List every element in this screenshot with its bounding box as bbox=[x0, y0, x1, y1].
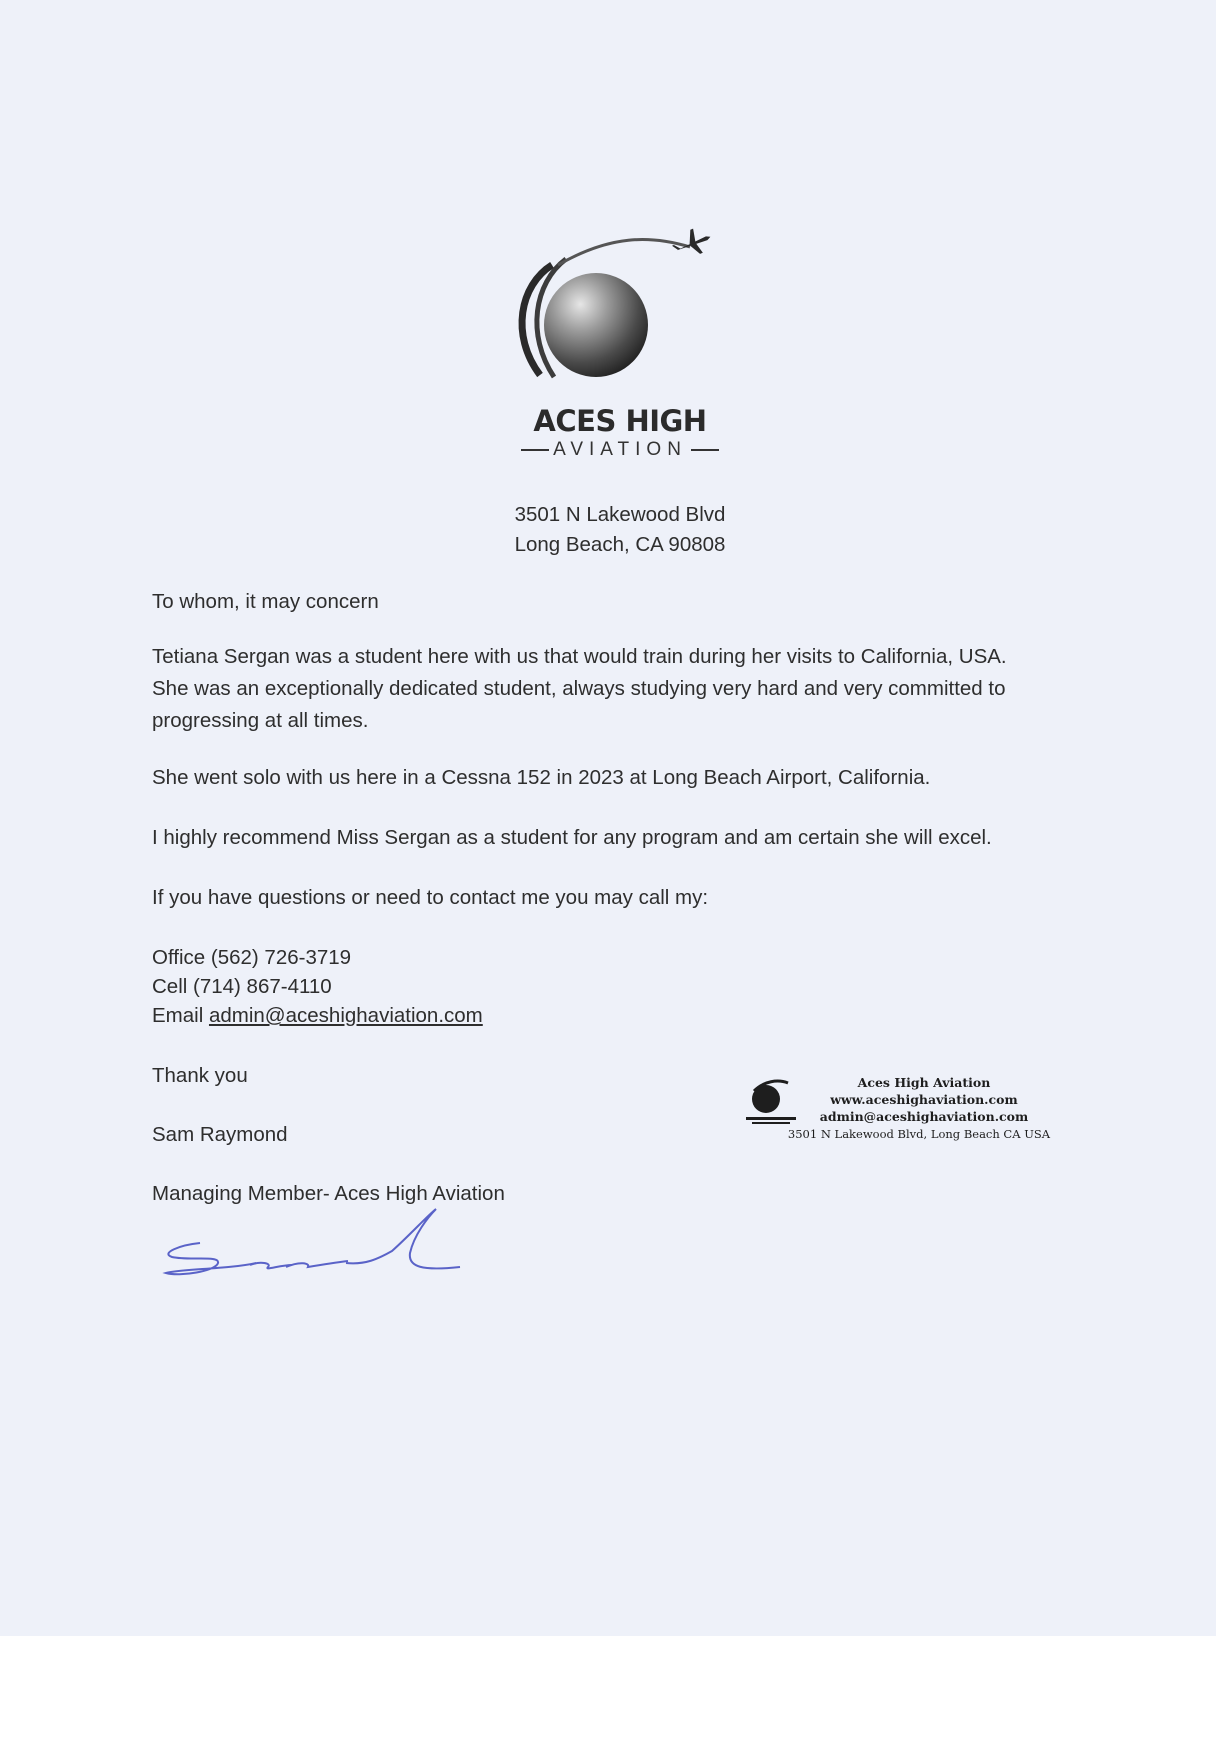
company-stamp bbox=[744, 1075, 1074, 1145]
email-link[interactable]: admin@aceshighaviation.com bbox=[208, 1004, 483, 1027]
handwritten-signature bbox=[160, 1205, 500, 1295]
paragraph-1 bbox=[152, 641, 1092, 737]
letterhead-address bbox=[470, 500, 770, 560]
cell-phone: Cell (714) 867-4110 bbox=[152, 975, 332, 998]
brand-sub-text: AVIATION bbox=[553, 439, 687, 460]
stamp-address: 3501 N Lakewood Blvd, Long Beach CA USA bbox=[787, 1127, 1051, 1141]
paragraph-1-line-3: progressing at all times. bbox=[152, 709, 369, 732]
stamp-website: www.aceshighaviation.com bbox=[830, 1092, 1018, 1107]
stamp-company-name: Aces High Aviation bbox=[857, 1075, 991, 1090]
divider bbox=[521, 449, 549, 451]
paragraph-3: I highly recommend Miss Sergan as a student for any program and am certain she will excel. bbox=[152, 826, 992, 849]
signer-title: Managing Member- Aces High Aviation bbox=[152, 1182, 505, 1205]
paragraph-4: If you have questions or need to contact me you may call my: bbox=[152, 886, 709, 909]
signer-name: Sam Raymond bbox=[152, 1123, 288, 1146]
email-label: Email bbox=[152, 1004, 204, 1027]
address-line-1: 3501 N Lakewood Blvd bbox=[514, 503, 726, 526]
office-phone: Office (562) 726-3719 bbox=[152, 946, 352, 969]
paragraph-1-line-2: She was an exceptionally dedicated student, always studying very hard and very committed to bbox=[152, 677, 1006, 700]
paragraph-2: She went solo with us here in a Cessna 152 in 2023 at Long Beach Airport, California. bbox=[152, 766, 931, 789]
divider bbox=[691, 449, 719, 451]
brand-name: ACES HIGH bbox=[533, 404, 707, 438]
salutation: To whom, it may concern bbox=[152, 590, 379, 613]
email-line bbox=[152, 1001, 1092, 1030]
address-line-2: Long Beach, CA 90808 bbox=[514, 533, 726, 556]
contact-block bbox=[152, 943, 1092, 1030]
stamp-email: admin@aceshighaviation.com bbox=[819, 1109, 1029, 1124]
brand-subtitle bbox=[470, 439, 770, 461]
paragraph-1-line-1: Tetiana Sergan was a student here with us that would train during her visits to California, USA. bbox=[152, 645, 1007, 668]
closing: Thank you bbox=[152, 1064, 248, 1087]
